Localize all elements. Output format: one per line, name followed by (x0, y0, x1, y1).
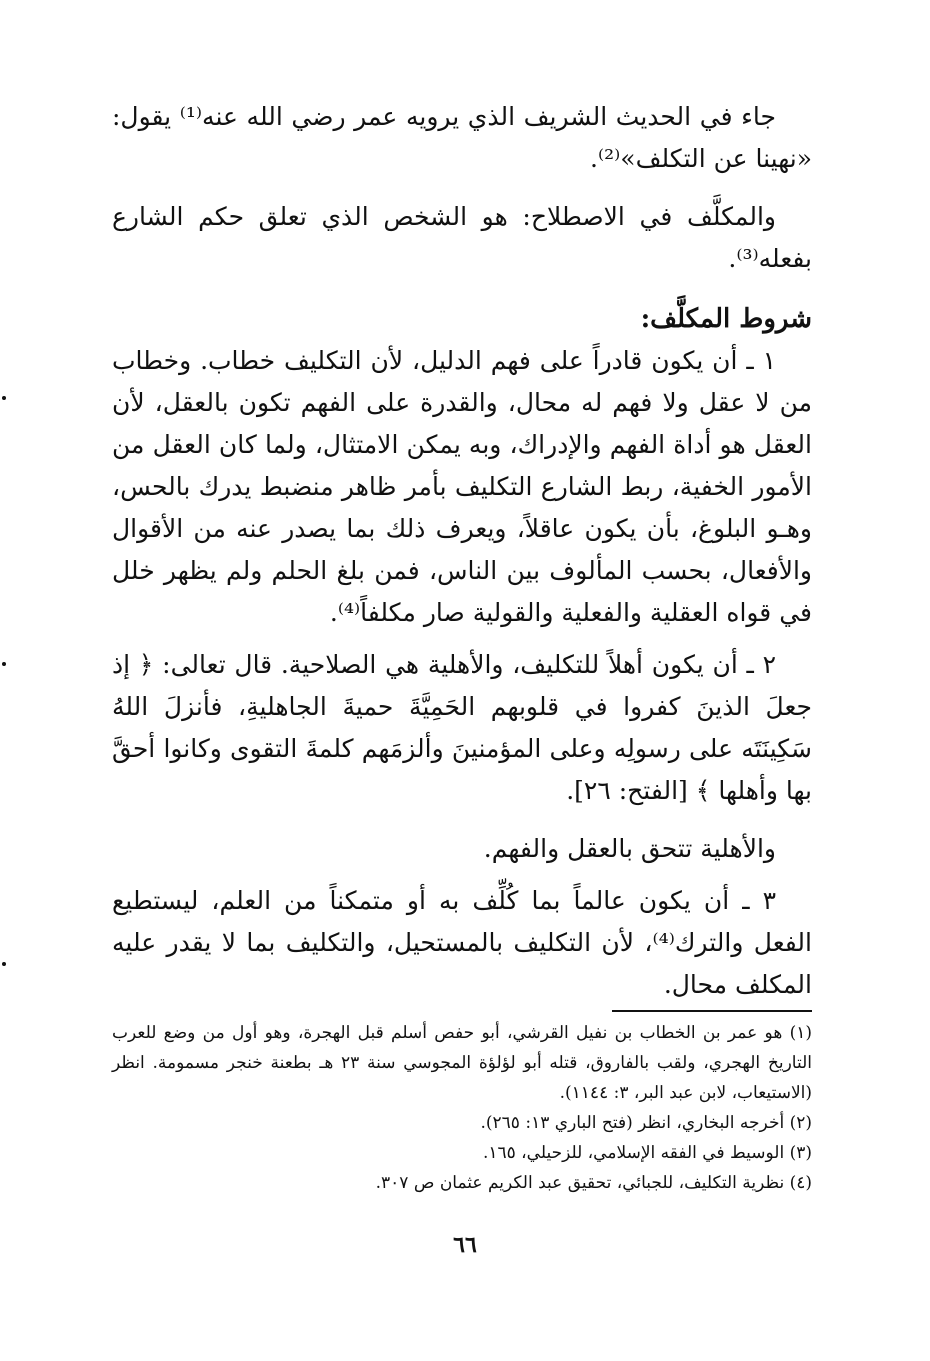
paragraph-eligibility: والأهلية تتحق بالعقل والفهم. (483, 834, 776, 863)
footnote-4: (٤) نظرية التكليف، للجبائي، تحقيق عبد الكريم عثمان ص ٣٠٧. (375, 1173, 812, 1193)
scan-speck (2, 396, 6, 400)
page-number: ٦٦ (453, 1232, 477, 1258)
section-heading: شروط المكلَّف: (640, 304, 812, 334)
footnote-3: (٣) الوسيط في الفقه الإسلامي، للزحيلي، ١٦٥. (482, 1143, 812, 1163)
footnote-2: (٢) أخرجه البخاري، انظر (فتح الباري ١٣: ٢٦٥). (480, 1113, 812, 1133)
scan-speck (2, 962, 6, 966)
paragraph-condition-2: ٢ ـ أن يكون أهلاً للتكليف، والأهلية هي الصلاحية. قال تعالى: ﴿ إذ جعلَ الذينَ كفروا في قلوبهم الحَمِيَّةَ حميةَ الجاهليةِ، فأنزلَ اللهُ سَكِينَتَه على رسولِه وعلى المؤمنينَ وألزمَهم كلمةَ التقوى وكانوا أحقَّ بها وأهلها ﴾ [الفتح: ٢٦]. (112, 650, 812, 805)
paragraph-hadith: جاء في الحديث الشريف الذي يرويه عمر رضي الله عنه⁽¹⁾ يقول: «نهينا عن التكلف»⁽²⁾. (112, 102, 812, 173)
footnote-1: (١) هو عمر بن الخطاب بن نفيل القرشي، أبو حفص أسلم قبل الهجرة، وهو أول من وضع للعرب التاريخ الهجري، ولقب بالفاروق، قتله أبو لؤلؤة المجوسي سنة ٢٣ هـ بطعنة خنجر مسمومة. انظر (الاستيعاب، لابن عبد البر، ٣: ١١٤٤). (112, 1023, 812, 1103)
scan-speck (2, 662, 6, 666)
paragraph-condition-1: ١ ـ أن يكون قادراً على فهم الدليل، لأن التكليف خطاب. وخطاب من لا عقل ولا فهم له محال، والقدرة على الفهم تكون بالعقل، لأن العقل هو أداة الفهم والإدراك، وبه يمكن الامتثال، ولما كان العقل من الأمور الخفية، ربط الشارع التكليف بأمر ظاهر منضبط يدرك بالحس، وهـو البلوغ، بأن يكون عاقلاً، ويعرف ذلك بما يصدر عنه من الأقوال والأفعال، بحسب المألوف بين الناس، فمن بلغ الحلم ولم يظهر خلل في قواه العقلية والفعلية والقولية صار مكلفاً⁽⁴⁾. (112, 346, 812, 627)
footnote-separator (612, 1010, 812, 1012)
paragraph-definition: والمكلَّف في الاصطلاح: هو الشخص الذي تعلق حكم الشارع بفعله⁽³⁾. (112, 202, 812, 273)
footnotes (112, 1018, 812, 1198)
paragraph-condition-3: ٣ ـ أن يكون عالماً بما كُلِّف به أو متمكناً من العلم، ليستطيع الفعل والترك⁽⁴⁾، لأن التكليف بالمستحيل، والتكليف بما لا يقدر عليه المكلف محال. (112, 886, 812, 999)
